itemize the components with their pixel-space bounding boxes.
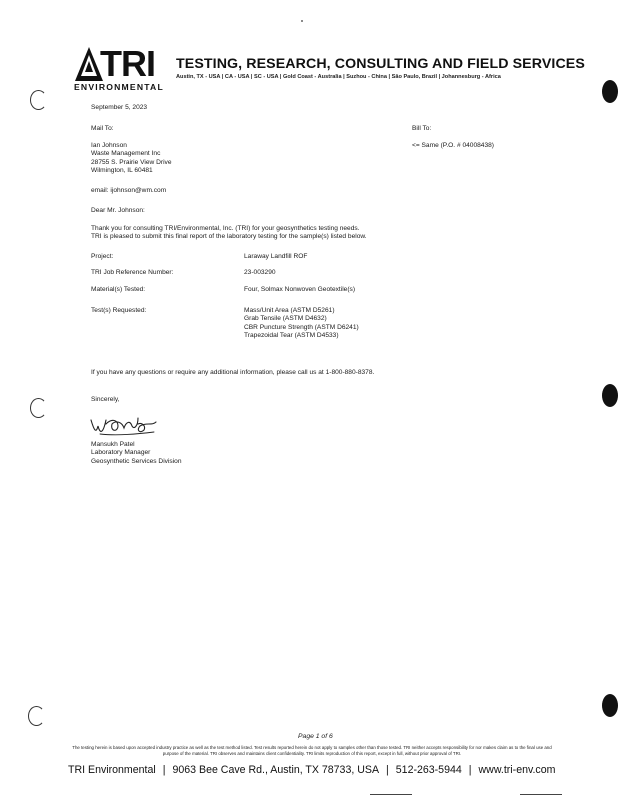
mail-to-label: Mail To: [91, 125, 114, 132]
intro-line: TRI is pleased to submit this final report of the laboratory testing for the sample(s) listed below. [91, 233, 367, 241]
job-reference-value: 23-003290 [244, 269, 276, 276]
bill-to-text: <= Same (P.O. # 04008438) [412, 142, 494, 149]
page-number: Page 1 of 6 [298, 733, 333, 740]
office-locations: Austin, TX - USA | CA - USA | SC - USA | Gold Coast - Australia | Suzhou - China | São Paulo, Brazil | Johannesburg - Africa [176, 74, 501, 80]
footer-phone: 512-263-5944 [395, 764, 462, 776]
punch-mark-bottom [28, 706, 45, 726]
materials-label: Material(s) Tested: [91, 286, 146, 293]
bill-to-label: Bill To: [412, 125, 432, 132]
punch-mark-middle [30, 398, 47, 418]
tests-list [244, 307, 359, 341]
scan-speck [301, 20, 303, 22]
binder-hole-middle [602, 384, 618, 407]
company-headline: TESTING, RESEARCH, CONSULTING AND FIELD SERVICES [176, 56, 585, 72]
test-item: Trapezoidal Tear (ASTM D4533) [244, 332, 339, 340]
test-item: Grab Tensile (ASTM D4632) [244, 315, 327, 323]
scan-edge-mark [370, 794, 412, 795]
scan-edge-mark [520, 794, 562, 795]
project-label: Project: [91, 253, 114, 260]
signature-block [91, 441, 182, 466]
client-email: email: ijohnson@wm.com [91, 187, 167, 194]
binder-hole-top [602, 80, 618, 103]
handwritten-signature [88, 410, 160, 440]
binder-hole-bottom [602, 694, 618, 717]
address-line: 28755 S. Prairie View Drive [91, 158, 172, 166]
job-reference-label: TRI Job Reference Number: [91, 269, 174, 276]
signatory-title: Laboratory Manager [91, 449, 151, 457]
address-line: Ian Johnson [91, 142, 127, 149]
punch-mark-top [30, 90, 47, 110]
address-line: Waste Management Inc [91, 150, 161, 158]
intro-line: Thank you for consulting TRI/Environmental, Inc. (TRI) for your geosynthetics testing needs. [91, 225, 360, 232]
signatory-name: Mansukh Patel [91, 441, 135, 448]
logo-text: TRI [100, 43, 155, 84]
test-item: Mass/Unit Area (ASTM D5261) [244, 307, 335, 314]
signatory-division: Geosynthetic Services Division [91, 457, 182, 465]
legal-disclaimer: The testing herein is based upon accepted industry practice as well as the test method listed. Test results reported herein do not apply to samples other than those tested. TRI neither accepts responsibility for nor makes claim as to the final use and purpose of the material. TRI observes and maintains client confidentiality. TRI limits reproduction of this report, except in full, without prior approval of TRI. [72, 745, 552, 756]
footer-contact-bar: TRI Environmental | 9063 Bee Cave Rd., Austin, TX 78733, USA | 512-263-5944 | www.tri-env.com [68, 764, 556, 776]
footer-address: 9063 Bee Cave Rd., Austin, TX 78733, USA [172, 764, 380, 776]
footer-website: www.tri-env.com [478, 764, 556, 776]
intro-paragraph [91, 225, 367, 242]
footer-company: TRI Environmental [68, 764, 156, 776]
project-value: Laraway Landfill ROF [244, 253, 308, 260]
test-item: CBR Puncture Strength (ASTM D6241) [244, 323, 359, 331]
mail-to-address [91, 142, 172, 176]
materials-value: Four, Solmax Nonwoven Geotextile(s) [244, 286, 356, 293]
letter-date: September 5, 2023 [91, 104, 148, 111]
tests-label: Test(s) Requested: [91, 307, 147, 314]
contact-line: If you have any questions or require any additional information, please call us at 1-800-880-8378. [91, 369, 375, 376]
salutation: Dear Mr. Johnson: [91, 207, 145, 214]
logo-subtext: ENVIRONMENTAL [74, 82, 164, 92]
address-line: Wilmington, IL 60481 [91, 167, 153, 175]
closing: Sincerely, [91, 396, 120, 403]
